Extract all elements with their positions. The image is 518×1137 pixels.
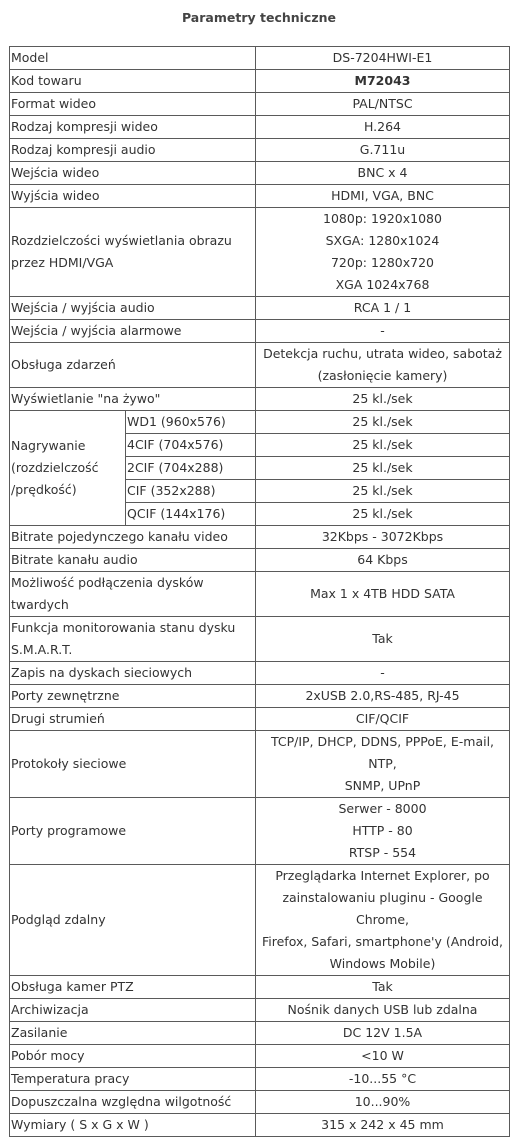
label-line: Rozdzielczości wyświetlania obrazu [11, 233, 232, 248]
row-label: Format wideo [10, 93, 256, 116]
recording-resolution: 4CIF (704x576) [126, 434, 256, 457]
row-bitrate-audio [10, 549, 510, 572]
recording-group-label [10, 411, 126, 526]
row-podglad-zdalny [10, 865, 510, 976]
row-label: Wejścia wideo [10, 162, 256, 185]
row-value: CIF/QCIF [256, 708, 510, 731]
value-line: Detekcja ruchu, utrata wideo, sabotaż [263, 346, 502, 361]
row-label: Temperatura pracy [10, 1068, 256, 1091]
page-title: Parametry techniczne [181, 10, 336, 25]
recording-fps: 25 kl./sek [256, 434, 510, 457]
row-value: 315 x 242 x 45 mm [256, 1114, 510, 1137]
label-line: (rozdzielczość [11, 460, 99, 475]
row-porty-zewnetrzne [10, 685, 510, 708]
row-kompresja-wideo [10, 116, 510, 139]
row-audio-io [10, 297, 510, 320]
row-label: Wyjścia wideo [10, 185, 256, 208]
row-pobor-mocy [10, 1045, 510, 1068]
row-value [256, 731, 510, 798]
row-wejscia-wideo [10, 162, 510, 185]
value-line: SXGA: 1280x1024 [325, 233, 440, 248]
row-porty-programowe [10, 798, 510, 865]
row-value: 64 Kbps [256, 549, 510, 572]
row-value: Tak [256, 617, 510, 662]
label-line: /prędkość) [11, 482, 77, 497]
row-value: Nośnik danych USB lub zdalna [256, 999, 510, 1022]
row-value: RCA 1 / 1 [256, 297, 510, 320]
row-value: - [256, 320, 510, 343]
recording-fps: 25 kl./sek [256, 480, 510, 503]
label-line: Nagrywanie [11, 438, 86, 453]
row-ptz [10, 976, 510, 999]
row-value [256, 343, 510, 388]
row-label [10, 208, 256, 297]
value-line: XGA 1024x768 [335, 277, 430, 292]
product-code: M72043 [256, 70, 510, 93]
row-value [256, 208, 510, 297]
value-line: Przeglądarka Internet Explorer, po [275, 868, 490, 883]
row-value: 10...90% [256, 1091, 510, 1114]
row-value: Max 1 x 4TB HDD SATA [256, 572, 510, 617]
label-line: S.M.A.R.T. [11, 642, 73, 657]
row-label: Podgląd zdalny [10, 865, 256, 976]
row-label: Kod towaru [10, 70, 256, 93]
label-line: twardych [11, 597, 69, 612]
row-dyski [10, 572, 510, 617]
label-line: przez HDMI/VGA [11, 255, 114, 270]
row-label: Dopuszczalna względna wilgotność [10, 1091, 256, 1114]
row-live [10, 388, 510, 411]
spec-table [9, 46, 510, 1137]
recording-resolution: CIF (352x288) [126, 480, 256, 503]
row-label: Obsługa kamer PTZ [10, 976, 256, 999]
row-label: Drugi strumień [10, 708, 256, 731]
row-value: -10...55 °C [256, 1068, 510, 1091]
row-value: Tak [256, 976, 510, 999]
row-label: Porty zewnętrzne [10, 685, 256, 708]
row-label: Obsługa zdarzeń [10, 343, 256, 388]
row-format-wideo [10, 93, 510, 116]
row-rozdzielczosci [10, 208, 510, 297]
row-value [256, 865, 510, 976]
row-value: BNC x 4 [256, 162, 510, 185]
row-label: Zasilanie [10, 1022, 256, 1045]
row-value: 32Kbps - 3072Kbps [256, 526, 510, 549]
row-value: - [256, 662, 510, 685]
row-value: H.264 [256, 116, 510, 139]
row-value: PAL/NTSC [256, 93, 510, 116]
row-zapis-sieciowy [10, 662, 510, 685]
recording-fps: 25 kl./sek [256, 457, 510, 480]
row-value: DS-7204HWI-E1 [256, 47, 510, 70]
value-line: TCP/IP, DHCP, DDNS, PPPoE, E-mail, NTP, [270, 734, 495, 771]
row-value: 25 kl./sek [256, 388, 510, 411]
row-wilgotnosc [10, 1091, 510, 1114]
row-wymiary [10, 1114, 510, 1137]
recording-resolution: QCIF (144x176) [126, 503, 256, 526]
value-line: Firefox, Safari, smartphone'y (Android, [261, 934, 504, 949]
row-smart [10, 617, 510, 662]
row-temperatura [10, 1068, 510, 1091]
row-label [10, 572, 256, 617]
row-label: Archiwizacja [10, 999, 256, 1022]
value-line: Windows Mobile) [329, 956, 436, 971]
row-kod-towaru [10, 70, 510, 93]
row-alarm-io [10, 320, 510, 343]
row-zasilanie [10, 1022, 510, 1045]
value-line: RTSP - 554 [348, 845, 417, 860]
row-model [10, 47, 510, 70]
row-archiwizacja [10, 999, 510, 1022]
row-value [256, 798, 510, 865]
row-bitrate-video [10, 526, 510, 549]
row-label [10, 617, 256, 662]
row-label: Wejścia / wyjścia alarmowe [10, 320, 256, 343]
row-label: Rodzaj kompresji wideo [10, 116, 256, 139]
row-wyjscia-wideo [10, 185, 510, 208]
row-label: Wejścia / wyjścia audio [10, 297, 256, 320]
row-label: Wymiary ( S x G x W ) [10, 1114, 256, 1137]
recording-resolution: WD1 (960x576) [126, 411, 256, 434]
row-label: Model [10, 47, 256, 70]
value-line: 720p: 1280x720 [330, 255, 435, 270]
row-drugi-strumien [10, 708, 510, 731]
row-label: Wyświetlanie "na żywo" [10, 388, 256, 411]
row-value: DC 12V 1.5A [256, 1022, 510, 1045]
recording-resolution: 2CIF (704x288) [126, 457, 256, 480]
row-label: Zapis na dyskach sieciowych [10, 662, 256, 685]
value-line: HTTP - 80 [352, 823, 413, 838]
row-label: Protokoły sieciowe [10, 731, 256, 798]
value-line: SNMP, UPnP [344, 778, 421, 793]
label-line: Funkcja monitorowania stanu dysku [11, 620, 236, 635]
recording-fps: 25 kl./sek [256, 411, 510, 434]
row-protokoly [10, 731, 510, 798]
row-label: Bitrate kanału audio [10, 549, 256, 572]
row-label: Bitrate pojedynczego kanału video [10, 526, 256, 549]
row-value: 2xUSB 2.0,RS-485, RJ-45 [256, 685, 510, 708]
value-line: zainstalowaniu pluginu - Google Chrome, [282, 890, 483, 927]
row-value: HDMI, VGA, BNC [256, 185, 510, 208]
row-value: G.711u [256, 139, 510, 162]
value-line: Serwer - 8000 [338, 801, 427, 816]
row-label: Rodzaj kompresji audio [10, 139, 256, 162]
row-label: Porty programowe [10, 798, 256, 865]
row-nagrywanie-wd1 [10, 411, 510, 434]
value-line: (zasłonięcie kamery) [317, 368, 448, 383]
value-line: 1080p: 1920x1080 [323, 211, 442, 226]
row-obsluga-zdarzen [10, 343, 510, 388]
recording-fps: 25 kl./sek [256, 503, 510, 526]
row-value: <10 W [256, 1045, 510, 1068]
row-label: Pobór mocy [10, 1045, 256, 1068]
label-line: Możliwość podłączenia dysków [11, 575, 204, 590]
row-kompresja-audio [10, 139, 510, 162]
